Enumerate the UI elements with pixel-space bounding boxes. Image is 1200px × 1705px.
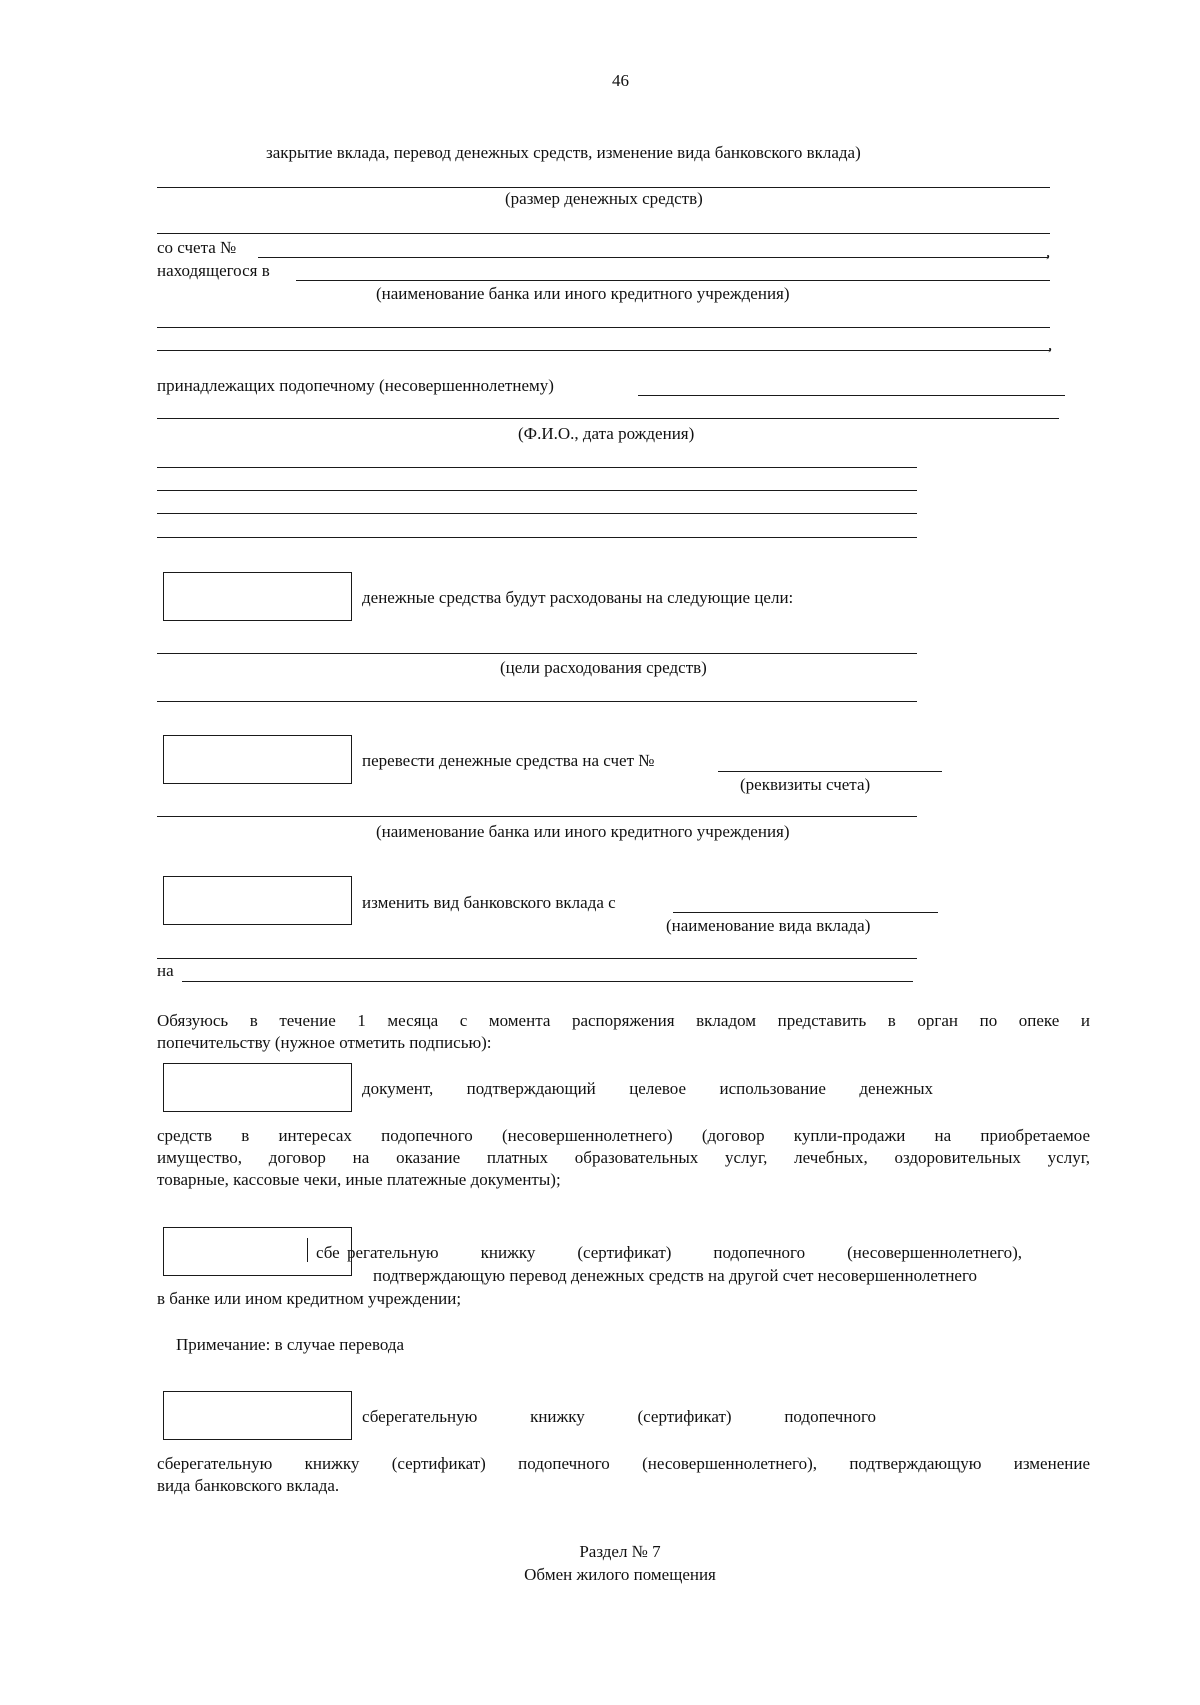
blank-line[interactable] [157, 513, 917, 514]
savings-book-2-label: сберегательную книжку (сертификат) подопечного [362, 1407, 876, 1426]
document-label: документ, подтверждающий целевое использование денежных [362, 1079, 933, 1098]
comma: , [1046, 242, 1051, 261]
note-text: Примечание: в случае перевода [176, 1335, 405, 1354]
purpose-caption: (цели расходования средств) [500, 658, 707, 677]
change-deposit-label: изменить вид банковского вклада с [362, 893, 616, 912]
blank-line[interactable] [157, 537, 917, 538]
amount-caption: (размер денежных средств) [505, 189, 703, 208]
header-line: закрытие вклада, перевод денежных средств, изменение вида банковского вклада) [266, 143, 861, 162]
account-number-line[interactable] [258, 257, 1048, 258]
savings-book-label: регательную книжку (сертификат) подопечного (несовершеннолетнего), [347, 1243, 1022, 1262]
blank-line[interactable] [157, 467, 917, 468]
savings-book-2-description: сберегательную книжку (сертификат) подопечного (несовершеннолетнего), подтверждающую изменение вида банковского вклада. [157, 1454, 1090, 1495]
amount-line[interactable] [157, 187, 1050, 188]
blank-line [157, 958, 917, 959]
bank-caption: (наименование банка или иного кредитного учреждения) [376, 284, 790, 303]
section-title: Раздел № 7 [579, 1542, 661, 1561]
transfer-account-line[interactable] [718, 771, 942, 772]
document-checkbox[interactable] [163, 1063, 352, 1112]
transfer-label: перевести денежные средства на счет № [362, 751, 655, 770]
box-edge-mark [307, 1238, 308, 1262]
section-subtitle: Обмен жилого помещения [524, 1565, 716, 1584]
new-deposit-type-line[interactable] [182, 981, 913, 982]
transfer-checkbox[interactable] [163, 735, 352, 784]
ward-name-line[interactable] [638, 395, 1065, 396]
savings-book-line2: подтверждающую перевод денежных средств на другой счет несовершеннолетнего [373, 1266, 978, 1285]
transfer-bank-caption: (наименование банка или иного кредитного учреждения) [376, 822, 790, 841]
deposit-type-caption: (наименование вида вклада) [666, 916, 871, 935]
page-number: 46 [612, 71, 629, 90]
bank-name-line[interactable] [296, 280, 1050, 281]
account-label: со счета № [157, 238, 237, 257]
requisites-caption: (реквизиты счета) [740, 775, 871, 794]
blank-line[interactable] [157, 490, 917, 491]
purpose-label: денежные средства будут расходованы на следующие цели: [362, 588, 794, 607]
to-label: на [157, 961, 174, 980]
belonging-label: принадлежащих подопечному (несовершеннолетнему) [157, 376, 554, 395]
obligation-text: Обязуюсь в течение 1 месяца с момента распоряжения вкладом представить в орган по опеке и попечительству (нужное отметить подписью): [157, 1011, 1090, 1052]
blank-line [157, 233, 1050, 234]
purpose-checkbox[interactable] [163, 572, 352, 621]
fio-caption: (Ф.И.О., дата рождения) [518, 424, 695, 443]
purpose-line[interactable] [157, 653, 917, 654]
change-deposit-checkbox[interactable] [163, 876, 352, 925]
comma: , [1048, 335, 1053, 354]
savings-book-line3: в банке или ином кредитном учреждении; [157, 1289, 462, 1308]
document-description: средств в интересах подопечного (несовершеннолетнего) (договор купли-продажи на приобретаемое имущество, договор на оказание платных образовательных услуг, лечебных, оздоровительных услуг, товарные, кассовые чеки, иные платежные документы); [157, 1126, 1090, 1189]
located-label: находящегося в [157, 261, 270, 280]
bank-continuation-line[interactable] [157, 350, 1050, 351]
deposit-type-line[interactable] [673, 912, 938, 913]
savings-book-2-checkbox[interactable] [163, 1391, 352, 1440]
purpose-line[interactable] [157, 701, 917, 702]
bank-continuation-line[interactable] [157, 327, 1050, 328]
transfer-bank-line[interactable] [157, 816, 917, 817]
ward-name-line[interactable] [157, 418, 1059, 419]
savings-book-prefix: сбе [316, 1243, 340, 1262]
